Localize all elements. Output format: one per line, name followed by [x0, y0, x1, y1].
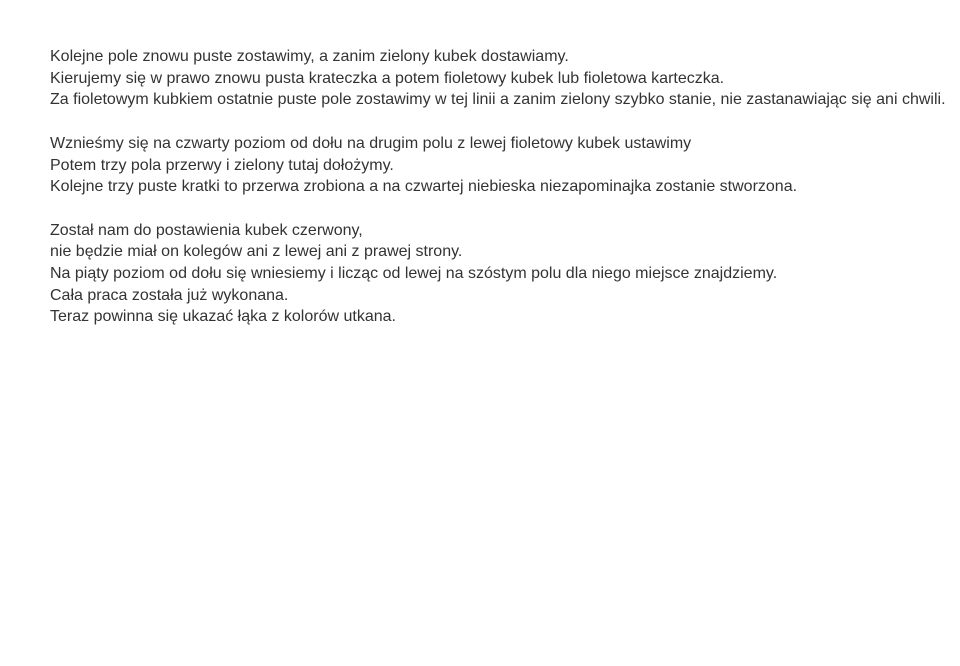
text-line: Cała praca została już wykonana.: [50, 286, 289, 304]
paragraph-2: [50, 133, 960, 198]
paragraph-1: [50, 46, 960, 111]
text-line: nie będzie miał on kolegów ani z lewej ani z prawej strony.: [50, 243, 463, 261]
text-line: Za fioletowym kubkiem ostatnie puste pole zostawimy w tej linii a zanim zielony szybko stanie, nie zastanawiając się ani chwili.: [50, 91, 946, 109]
text-line: Potem trzy pola przerwy i zielony tutaj dołożymy.: [50, 156, 394, 174]
text-line: Wznieśmy się na czwarty poziom od dołu na drugim polu z lewej fioletowy kubek ustawimy: [50, 134, 692, 152]
text-line: Na piąty poziom od dołu się wniesiemy i licząc od lewej na szóstym polu dla niego miejsce znajdziemy.: [50, 265, 778, 282]
text-line: Teraz powinna się ukazać łąka z kolorów utkana.: [50, 308, 396, 326]
text-line: Został nam do postawienia kubek czerwony,: [50, 221, 363, 239]
paragraph-3: [50, 220, 960, 329]
text-line: Kolejne pole znowu puste zostawimy, a zanim zielony kubek dostawiamy.: [50, 48, 569, 65]
text-line: Kierujemy się w prawo znowu pusta krateczka a potem fioletowy kubek lub fioletowa karteczka.: [50, 69, 725, 87]
text-line: Kolejne trzy puste kratki to przerwa zrobiona a na czwartej niebieska niezapominajka zostanie stworzona.: [50, 178, 798, 196]
